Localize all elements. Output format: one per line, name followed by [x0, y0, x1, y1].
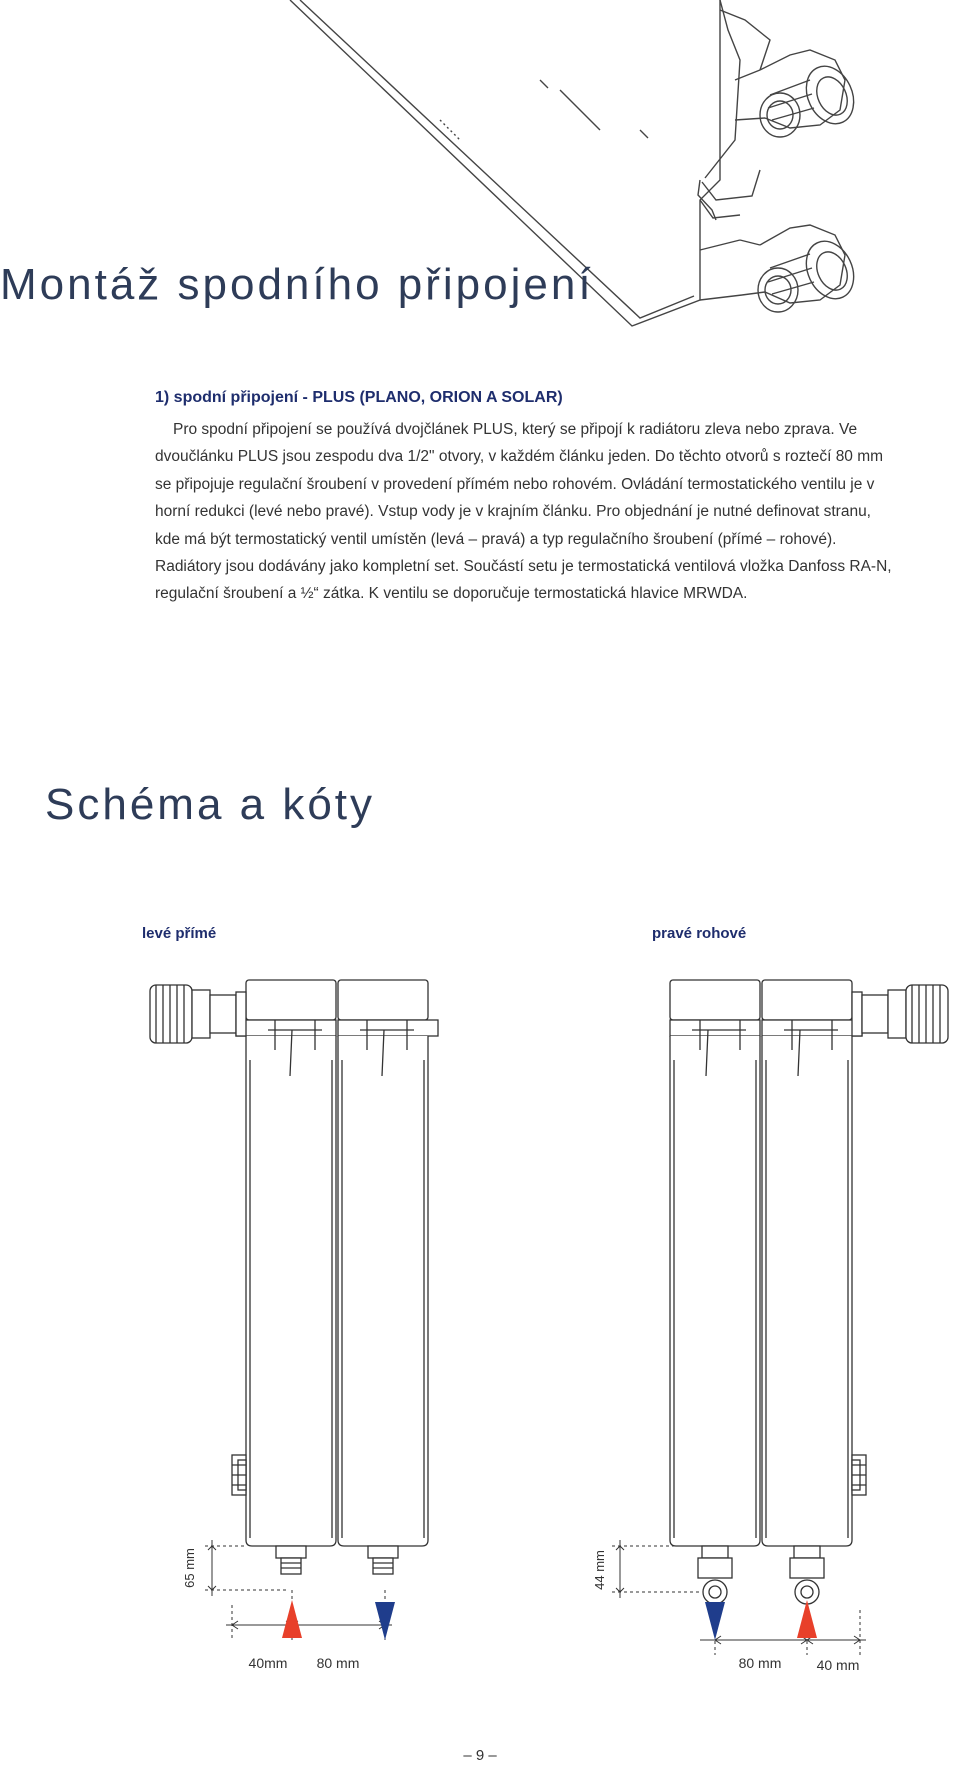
left-dimension-b: 80 mm	[316, 1655, 360, 1671]
right-dimension-a: 80 mm	[738, 1655, 782, 1671]
right-height-dimension: 44 mm	[592, 1550, 607, 1590]
right-dimension-b: 40 mm	[816, 1657, 860, 1673]
cold-water-arrow-right	[705, 1602, 725, 1640]
right-diagram-label: pravé rohové	[652, 925, 747, 942]
page-title: Montáž spodního připojení	[0, 260, 594, 309]
left-diagram-label: levé přímé	[142, 925, 217, 942]
left-dimension-a: 40mm	[248, 1655, 288, 1671]
page-number: – 9 –	[463, 1747, 497, 1764]
hot-water-arrow-right	[797, 1600, 817, 1638]
left-height-dimension: 65 mm	[182, 1548, 197, 1588]
right-radiator-diagram	[570, 960, 960, 1680]
schema-heading: Schéma a kóty	[45, 780, 376, 829]
section-title: 1) spodní připojení - PLUS (PLANO, ORION A SOLAR)	[155, 389, 563, 406]
cold-water-arrow	[375, 1602, 395, 1640]
left-radiator-diagram	[140, 960, 480, 1680]
hot-water-arrow	[282, 1600, 302, 1638]
section-body-text: Pro spodní připojení se používá dvojčlánek PLUS, který se připojí k radiátoru zleva nebo zprava. Ve dvoučlánku PLUS jsou zespodu dva 1/2" otvory, v každém článku jeden. Do těchto otvorů s roztečí 80 mm se připojuje regulační šroubení v provedení přímém nebo rohovém. Ovládání termostatického ventilu je v horní redukci (levé nebo pravé). Vstup vody je v krajním článku. Pro objednání je nutné definovat stranu, kde má být termostatický ventil umístěn (levá – pravá) a typ regulačního šroubení (přímé – rohové). Radiátory jsou dodávány jako kompletní set. Součástí setu je termostatická ventilová vložka Danfoss RA-N, regulační šroubení a ½“ zátka. K ventilu se doporučuje termostatická hlavice MRWDA.	[155, 421, 892, 603]
